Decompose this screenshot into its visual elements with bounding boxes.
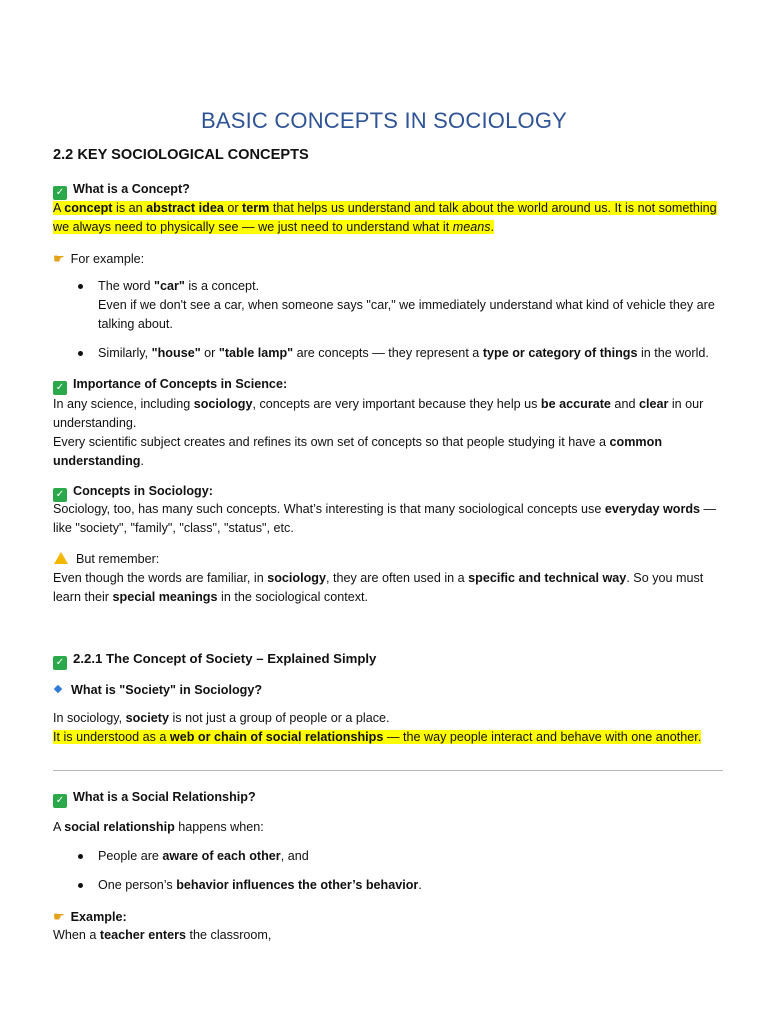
check-icon: ✓ [53, 186, 67, 200]
page-title: BASIC CONCEPTS IN SOCIOLOGY [200, 108, 568, 133]
check-icon: ✓ [53, 488, 67, 502]
example2-label: ☛ Example: [53, 909, 127, 924]
list-item: Similarly, "house" or "table lamp" are concepts — they represent a type or category of things in the world. [78, 344, 723, 363]
importance-text: In any science, including sociology, concepts are very important because they help us be accurate and clear in our understanding. Every scientific subject creates and refines its own set of concepts so that people studying it have a common understanding. [53, 397, 704, 468]
list-item: One person’s behavior influences the other’s behavior. [78, 876, 723, 895]
diamond-icon [54, 685, 62, 693]
social-relationship-text: A social relationship happens when: [53, 820, 264, 834]
example2-text: When a teacher enters the classroom, [53, 928, 272, 942]
pointing-hand-icon: ☛ [53, 909, 65, 924]
concepts-sociology-heading: ✓ Concepts in Sociology: [53, 482, 723, 502]
check-icon: ✓ [53, 656, 67, 670]
concept-definition: A concept is an abstract idea or term that helps us understand and talk about the world around us. It is not something we always need to physically see — we just need to understand what it means. [53, 201, 717, 234]
list-item: The word "car" is a concept. Even if we don't see a car, when someone says "car," we immediately understand what kind of vehicle they are talking about. [78, 277, 723, 334]
example-list-2 [78, 344, 723, 363]
relationship-list-2 [78, 876, 723, 895]
social-relationship-heading: ✓ What is a Social Relationship? [53, 788, 723, 808]
society-section-heading: ✓ 2.2.1 The Concept of Society – Explained Simply [53, 649, 723, 670]
check-icon: ✓ [53, 381, 67, 395]
section-heading: 2.2 KEY SOCIOLOGICAL CONCEPTS [53, 147, 309, 163]
remember-text: Even though the words are familiar, in sociology, they are often used in a specific and technical way. So you must learn their special meanings in the sociological context. [53, 571, 704, 604]
relationship-list [78, 847, 723, 866]
importance-heading: ✓ Importance of Concepts in Science: [53, 375, 723, 395]
pointing-hand-icon: ☛ [53, 251, 65, 266]
society-text: In sociology, society is not just a group of people or a place. It is understood as a web or chain of social relationships — the way people interact and behave with one another. [53, 711, 702, 744]
divider [53, 770, 723, 771]
example-label: ☛ For example: [53, 251, 145, 266]
concepts-sociology-text: Sociology, too, has many such concepts. What’s interesting is that many sociological concepts use everyday words — like "society", "family", "class", "status", etc. [53, 502, 717, 535]
remember-label: But remember: [53, 550, 723, 569]
list-item: People are aware of each other, and [78, 847, 723, 866]
example-list [78, 277, 723, 334]
concept-heading: ✓ What is a Concept? [53, 180, 723, 200]
check-icon: ✓ [53, 794, 67, 808]
society-subheading: What is "Society" in Sociology? [53, 681, 723, 700]
warning-icon [54, 552, 68, 564]
